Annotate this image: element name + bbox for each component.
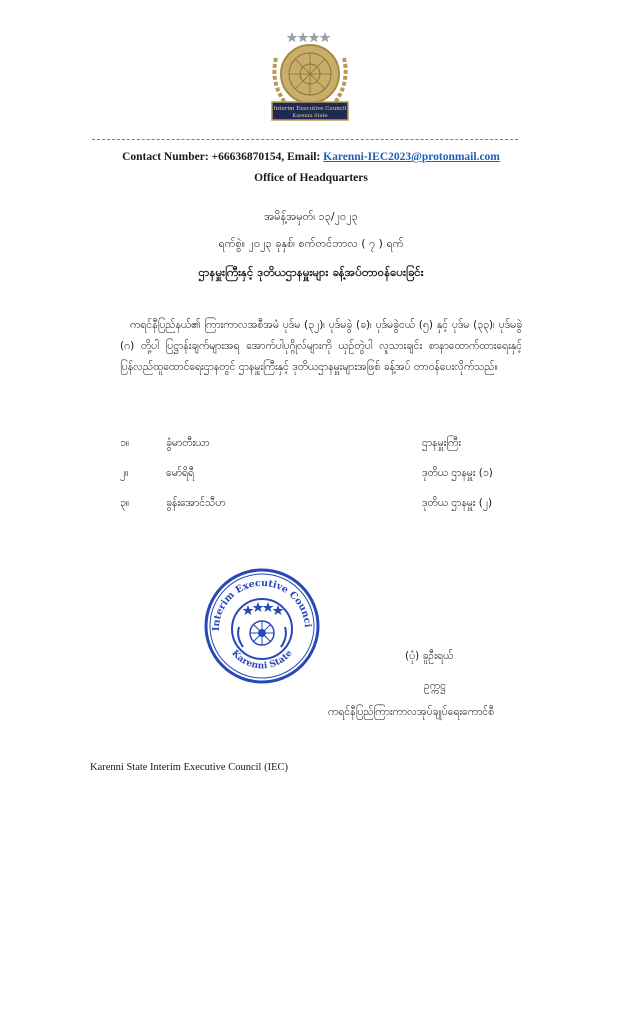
letter-date: ရက်စွဲ။ ၂၀၂၃ ခုနှစ်၊ စက်တင်ဘာလ ( ၇ ) ရက် xyxy=(218,237,404,250)
body-text: ကရင်နီပြည်နယ်၏ ကြားကာလအစီအမံ ပုဒ်မ (၃၂)၊ ပုဒ်မခွဲ (ခ)၊ ပုဒ်မခွဲငယ် (၅) နှင့် ပုဒ်မ (၃၃)၊ ပုဒ်မခွဲ (ဂ) တို့ပါ ပြဋ္ဌာန်းချက်များအရ အောက်ပါပုဂ္ဂိုလ်များကို ယှဉ်တွဲပါ လူသားချင်း စာနာထောက်ထားရေးနှင့် ပြန်လည်ထူထောင်ရေးဌာနတွင် ဌာနမှူးကြီးနှင့် ဒုတိယဌာနမှူးများအဖြစ် ခန့်အပ် တာဝန်ပေးလိုက်သည်။ xyxy=(120,319,522,373)
signatory-name: (ပုံ) ခူဦးရယ် xyxy=(405,650,454,662)
seal-top-text: Interim Executive Counci xyxy=(210,577,313,632)
contact-label: Contact Number: +66636870154, Email: xyxy=(122,151,324,163)
office-title: Office of Headquarters xyxy=(254,172,368,184)
email-link[interactable]: Karenni-IEC2023@protonmail.com xyxy=(323,151,500,163)
header-separator xyxy=(92,139,518,140)
signatory-title: ဥက္ကဋ္ဌ xyxy=(424,680,446,692)
letter-body xyxy=(120,315,522,378)
appointee-name: မော်ရိရီ xyxy=(166,467,195,479)
appointment-row xyxy=(120,497,520,515)
appointee-position: ဒုတိယ ဌာနမှူး (၂) xyxy=(422,497,493,509)
order-number: အမိန့်အမှတ်၊ ၁၃/၂၀၂၃ xyxy=(264,210,358,223)
appointment-row xyxy=(120,437,520,455)
letter-subject: ဌာနမှူးကြီးနှင့် ဒုတိယဌာနမှူးများ ခန့်အပ်တာဝန်ပေးခြင်း xyxy=(198,265,424,279)
signatory-organization: ကရင်နီပြည်ကြားကာလအုပ်ချုပ်ရေးကောင်စီ xyxy=(328,706,495,718)
logo-text-line2: Karenni State xyxy=(292,113,328,119)
contact-line xyxy=(0,151,622,163)
appointee-name: ခွန်းအောင်သီဟ xyxy=(166,497,226,509)
appointment-number: ၁။ xyxy=(120,437,130,449)
seal-bottom-text: Karenni State xyxy=(229,648,295,672)
official-seal-icon xyxy=(203,567,321,685)
appointment-row xyxy=(120,467,520,485)
appointee-position: ဌာနမှူးကြီး xyxy=(422,437,461,449)
logo-text-line1: Interim Executive Council xyxy=(273,106,347,112)
appointee-name: ခွံမာတီးယာ xyxy=(166,437,210,449)
appointee-position: ဒုတိယ ဌာနမှူး (၁) xyxy=(422,467,493,479)
appointment-number: ၃။ xyxy=(120,497,130,509)
council-logo-icon xyxy=(262,28,358,128)
appointment-number: ၂။ xyxy=(120,467,129,479)
footer-text: Karenni State Interim Executive Council (IEC) xyxy=(90,762,288,773)
